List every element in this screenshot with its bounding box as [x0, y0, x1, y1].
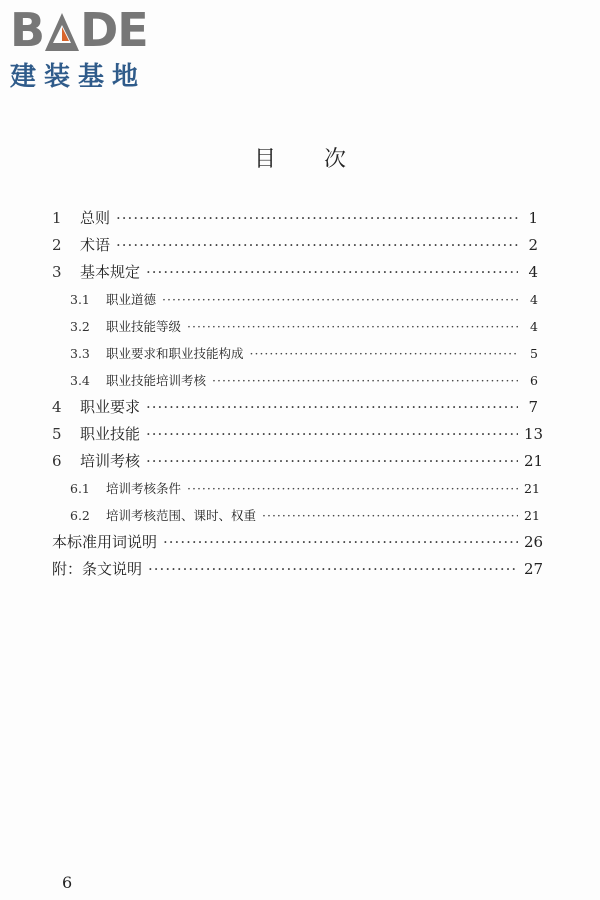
toc-entry-label: 本标准用词说明: [52, 533, 158, 551]
toc-entry[interactable]: [52, 205, 538, 232]
toc-entry-number: 6.2: [70, 508, 90, 523]
toc-leader-dots: [146, 421, 518, 448]
logo-a-triangle-icon: [45, 13, 79, 51]
toc-entry-number: 5: [52, 425, 62, 443]
toc-entry-label: 培训考核: [80, 452, 141, 470]
toc-entry-page: 21: [524, 452, 544, 470]
toc-entry-number: 3.2: [70, 319, 90, 334]
toc-entry-page: 4: [530, 319, 538, 334]
toc-entry-label: 职业道德: [106, 292, 157, 307]
toc-entry-number: 6: [52, 452, 62, 470]
toc-entry[interactable]: [52, 421, 544, 448]
toc-entry-page: 13: [524, 425, 544, 443]
toc-entry-number: 1: [52, 209, 62, 227]
toc-entry-number: 3: [52, 263, 62, 281]
toc-entry-label: 基本规定: [80, 263, 141, 281]
toc-entry-page: 26: [524, 533, 544, 551]
toc-entry-number: 4: [52, 398, 62, 416]
toc-entry-label: 职业技能培训考核: [106, 373, 207, 388]
toc-entry-page: 21: [524, 481, 540, 496]
toc-entry-page: 2: [528, 236, 538, 254]
toc-entry[interactable]: [52, 556, 544, 583]
toc-entry-label: 职业要求: [80, 398, 141, 416]
toc-leader-dots: [146, 448, 518, 475]
toc-entry-label: 附：条文说明: [52, 560, 143, 578]
toc-entry-page: 7: [528, 398, 538, 416]
toc-leader-dots: [187, 313, 518, 340]
toc-entry-label: 培训考核条件: [106, 481, 182, 496]
toc-leader-dots: [187, 475, 518, 502]
logo-wordmark: [10, 3, 180, 57]
toc-leader-dots: [146, 259, 518, 286]
toc-entry-page: 1: [528, 209, 538, 227]
table-of-contents: [52, 205, 544, 583]
toc-leader-dots: [162, 286, 518, 313]
toc-entry-label: 职业技能等级: [106, 319, 182, 334]
toc-leader-dots: [116, 205, 518, 232]
toc-entry[interactable]: [52, 286, 538, 313]
toc-entry[interactable]: [52, 448, 544, 475]
toc-entry-label: 职业技能: [80, 425, 141, 443]
toc-entry-number: 3.4: [70, 373, 90, 388]
toc-entry[interactable]: [52, 394, 538, 421]
toc-entry-number: 6.1: [70, 481, 90, 496]
toc-entry[interactable]: [52, 340, 538, 367]
toc-entry-page: 5: [530, 346, 538, 361]
toc-leader-dots: [212, 367, 518, 394]
toc-entry[interactable]: [52, 367, 538, 394]
toc-entry[interactable]: [52, 259, 538, 286]
toc-entry-page: 4: [528, 263, 538, 281]
toc-entry-page: 27: [524, 560, 544, 578]
logo-subtitle: 建装基地: [10, 62, 147, 92]
toc-leader-dots: [116, 232, 518, 259]
toc-entry-number: 2: [52, 236, 62, 254]
bade-logo: [10, 3, 180, 93]
toc-leader-dots: [163, 529, 518, 556]
toc-entry-number: 3.3: [70, 346, 90, 361]
logo-letters-de: DE: [80, 3, 148, 57]
toc-entry[interactable]: [52, 475, 538, 502]
toc-entry[interactable]: [52, 232, 538, 259]
toc-leader-dots: [250, 340, 518, 367]
toc-leader-dots: [148, 556, 518, 583]
toc-entry-page: 6: [530, 373, 538, 388]
toc-leader-dots: [146, 394, 518, 421]
logo-letter-b: B: [10, 3, 45, 57]
toc-entry-label: 术语: [80, 236, 111, 254]
toc-entry-label: 职业要求和职业技能构成: [106, 346, 244, 361]
toc-entry[interactable]: [52, 502, 538, 529]
toc-entry[interactable]: [52, 529, 544, 556]
page-title: 目次: [253, 147, 394, 172]
page-number: 6: [62, 873, 73, 892]
toc-entry-label: 总则: [80, 209, 111, 227]
toc-entry-number: 3.1: [70, 292, 90, 307]
toc-entry-page: 4: [530, 292, 538, 307]
toc-entry[interactable]: [52, 313, 538, 340]
toc-leader-dots: [262, 502, 518, 529]
toc-entry-label: 培训考核范围、课时、权重: [106, 508, 257, 523]
toc-entry-page: 21: [524, 508, 540, 523]
